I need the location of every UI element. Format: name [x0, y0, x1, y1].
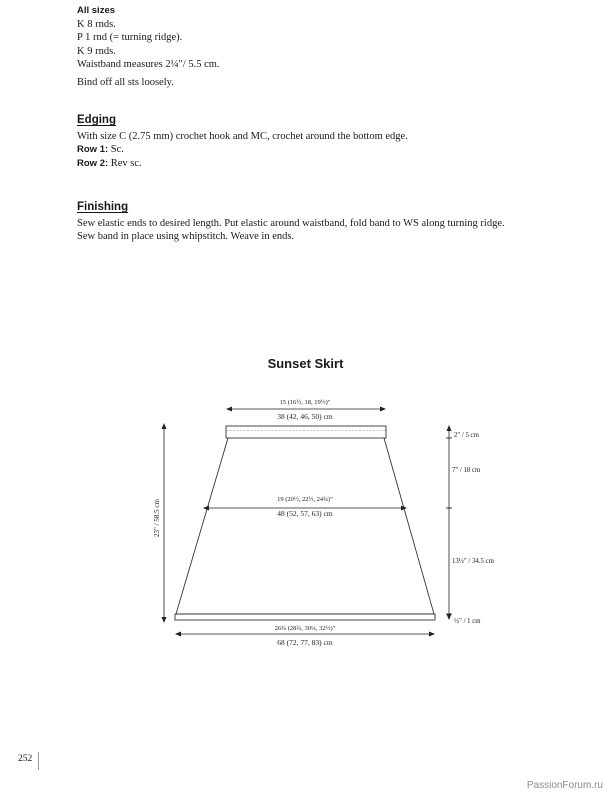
- instruction-line: P 1 rnd (= turning ridge).: [77, 32, 183, 44]
- mid-width-cm-label: 48 (52, 57, 63) cm: [277, 509, 333, 518]
- all-sizes-heading: All sizes: [77, 5, 116, 16]
- finishing-line: Sew elastic ends to desired length. Put elastic around waistband, fold band to WS along turning ridge.: [77, 217, 505, 229]
- upper-section-length-label: 7" / 18 cm: [452, 467, 481, 474]
- instruction-line: Waistband measures 2¼"/ 5.5 cm.: [77, 59, 220, 71]
- row-text: Sc.: [108, 144, 124, 156]
- bottom-width-cm-label: 68 (72, 77, 83) cm: [277, 638, 333, 647]
- instruction-line: K 8 rnds.: [77, 18, 116, 30]
- watermark: PassionForum.ru: [526, 780, 603, 791]
- row-label: Row 2:: [77, 157, 109, 169]
- instruction-line: Bind off all sts loosely.: [77, 76, 174, 88]
- mid-width-inches-label: 19 (20½, 22½, 24¾)": [277, 496, 333, 503]
- waistband-rect: [226, 426, 386, 438]
- lower-section-length-label: 13½" / 34.5 cm: [452, 558, 494, 565]
- hem-length-label: ½" / 1 cm: [454, 618, 481, 625]
- total-length-label: 23" / 58.5 cm: [153, 499, 161, 537]
- top-width-cm-label: 38 (42, 46, 50) cm: [277, 412, 333, 421]
- page-number: 252: [18, 752, 39, 770]
- bottom-width-inches-label: 26¾ (28¾, 30¼, 32½)": [274, 625, 336, 632]
- finishing-line: Sew band in place using whipstitch. Weave in ends.: [77, 231, 295, 243]
- row-label: Row 1:: [77, 144, 109, 156]
- edging-intro: With size C (2.75 mm) crochet hook and MC, crochet around the bottom edge.: [77, 130, 408, 142]
- hem-rect: [175, 614, 435, 620]
- finishing-heading: Finishing: [77, 201, 129, 213]
- waistband-length-label: 2" / 5 cm: [454, 432, 479, 439]
- row-text: Rev sc.: [108, 157, 142, 169]
- schematic-title: Sunset Skirt: [267, 356, 344, 371]
- skirt-outline: [175, 426, 435, 620]
- skirt-body: [176, 438, 434, 614]
- edging-heading: Edging: [77, 114, 116, 126]
- top-width-inches-label: 15 (16½, 18, 19½)": [279, 399, 331, 406]
- instruction-line: K 9 rnds.: [77, 45, 116, 57]
